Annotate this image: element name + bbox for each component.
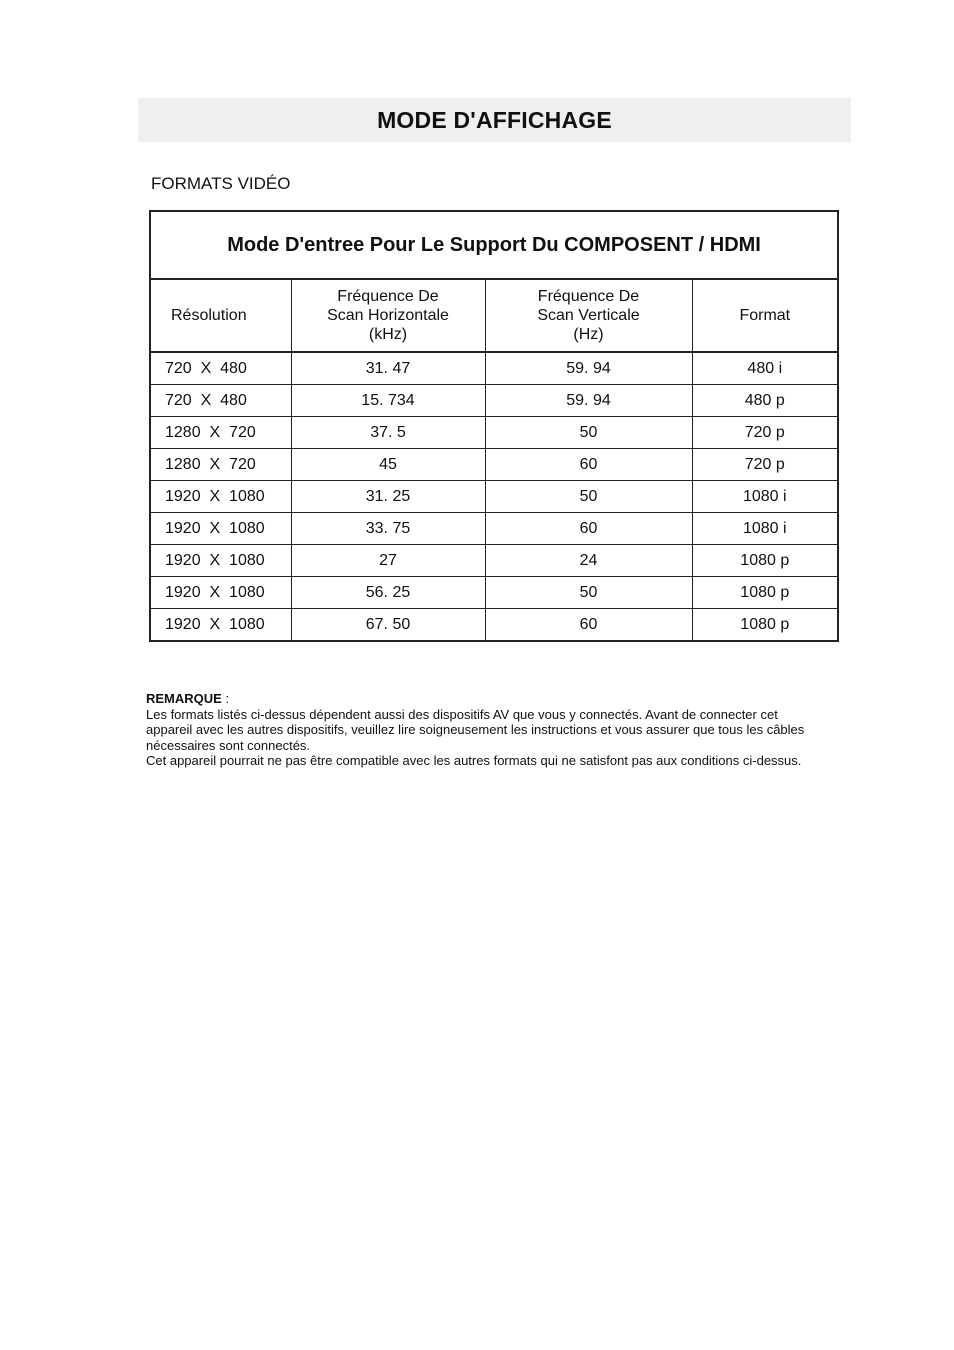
header-h-line3: (kHz) bbox=[368, 326, 408, 343]
cell-h-freq: 56. 25 bbox=[291, 577, 485, 609]
cell-v-freq: 59. 94 bbox=[485, 352, 692, 385]
cell-resolution: 1920 X 1080 bbox=[150, 481, 291, 513]
header-v-line1: Fréquence De bbox=[537, 288, 640, 305]
header-format: Format bbox=[692, 279, 838, 352]
cell-format: 480 i bbox=[692, 352, 838, 385]
remark-label: REMARQUE bbox=[146, 691, 222, 706]
table-row bbox=[150, 449, 838, 481]
remark-heading bbox=[146, 691, 826, 707]
cell-v-freq: 60 bbox=[485, 449, 692, 481]
page-title: MODE D'AFFICHAGE bbox=[377, 106, 612, 133]
table-caption: Mode D'entree Pour Le Support Du COMPOSENT / HDMI bbox=[150, 211, 838, 279]
cell-v-freq: 50 bbox=[485, 577, 692, 609]
remark-colon: : bbox=[221, 691, 230, 706]
table-row bbox=[150, 609, 838, 642]
table-row bbox=[150, 417, 838, 449]
cell-format: 1080 i bbox=[692, 481, 838, 513]
cell-v-freq: 60 bbox=[485, 609, 692, 642]
cell-h-freq: 31. 47 bbox=[291, 352, 485, 385]
cell-resolution: 1920 X 1080 bbox=[150, 609, 291, 642]
video-formats-table bbox=[149, 210, 839, 642]
cell-v-freq: 50 bbox=[485, 417, 692, 449]
cell-resolution: 1920 X 1080 bbox=[150, 577, 291, 609]
table-row bbox=[150, 577, 838, 609]
cell-v-freq: 50 bbox=[485, 481, 692, 513]
cell-format: 1080 i bbox=[692, 513, 838, 545]
cell-format: 1080 p bbox=[692, 545, 838, 577]
cell-resolution: 720 X 480 bbox=[150, 385, 291, 417]
cell-resolution: 1280 X 720 bbox=[150, 417, 291, 449]
cell-v-freq: 60 bbox=[485, 513, 692, 545]
header-v-line3: (Hz) bbox=[573, 326, 604, 343]
section-title: FORMATS VIDÉO bbox=[151, 174, 291, 193]
cell-format: 720 p bbox=[692, 417, 838, 449]
table-caption-row bbox=[150, 211, 838, 279]
cell-h-freq: 37. 5 bbox=[291, 417, 485, 449]
cell-v-freq: 59. 94 bbox=[485, 385, 692, 417]
header-h-line2: Scan Horizontale bbox=[327, 307, 449, 324]
remark-section bbox=[146, 691, 826, 769]
table-header-row bbox=[150, 279, 838, 352]
cell-h-freq: 33. 75 bbox=[291, 513, 485, 545]
cell-h-freq: 15. 734 bbox=[291, 385, 485, 417]
remark-paragraph-1: Les formats listés ci-dessus dépendent aussi des dispositifs AV que vous y connectés. Avant de connecter cet appareil avec les autres dispositifs, veuillez lire soigneusement les instructions et vous assurer que tous les câbles nécessaires sont connectés. bbox=[146, 706, 805, 753]
remark-paragraph-2: Cet appareil pourrait ne pas être compatible avec les autres formats qui ne satisfont pas aux conditions ci-dessus. bbox=[146, 753, 802, 769]
table-row bbox=[150, 513, 838, 545]
cell-v-freq: 24 bbox=[485, 545, 692, 577]
cell-resolution: 1920 X 1080 bbox=[150, 545, 291, 577]
page-title-band bbox=[138, 98, 851, 142]
header-resolution: Résolution bbox=[150, 279, 291, 352]
cell-resolution: 1920 X 1080 bbox=[150, 513, 291, 545]
header-vertical-frequency bbox=[485, 279, 692, 352]
cell-h-freq: 67. 50 bbox=[291, 609, 485, 642]
table-row bbox=[150, 481, 838, 513]
cell-format: 1080 p bbox=[692, 609, 838, 642]
table-row bbox=[150, 545, 838, 577]
table-row bbox=[150, 352, 838, 385]
cell-h-freq: 45 bbox=[291, 449, 485, 481]
header-v-line2: Scan Verticale bbox=[537, 307, 640, 324]
cell-resolution: 1280 X 720 bbox=[150, 449, 291, 481]
header-horizontal-frequency bbox=[291, 279, 485, 352]
cell-h-freq: 31. 25 bbox=[291, 481, 485, 513]
cell-format: 480 p bbox=[692, 385, 838, 417]
cell-resolution: 720 X 480 bbox=[150, 352, 291, 385]
cell-h-freq: 27 bbox=[291, 545, 485, 577]
cell-format: 720 p bbox=[692, 449, 838, 481]
table-row bbox=[150, 385, 838, 417]
header-h-line1: Fréquence De bbox=[337, 288, 439, 305]
cell-format: 1080 p bbox=[692, 577, 838, 609]
